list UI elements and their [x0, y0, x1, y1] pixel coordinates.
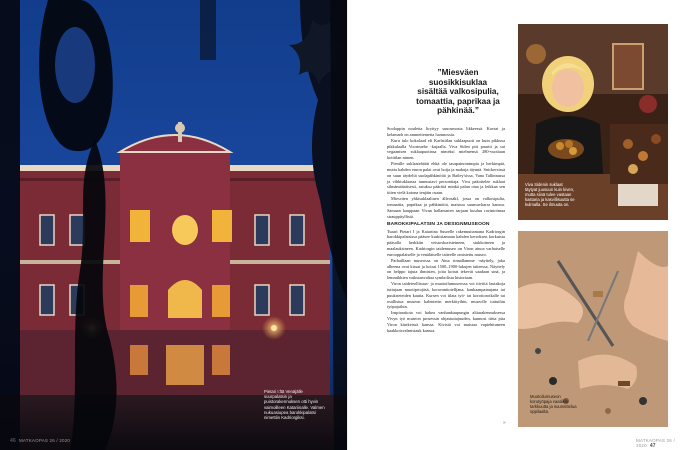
continue-mark: » — [503, 420, 506, 426]
pull-quote: ”Miesväen suosikkisuklaa sisältää valkosipulia, tomaattia, paprikaa ja pähkinää.” — [416, 68, 500, 116]
article-body — [387, 126, 505, 334]
section-paragraph-4: Inspiraatiota voi hakea vanhankaupungin alttarakennuksessa Vivyn työ museon prosessin ohjastuttajuuden, kunnosi tiitta piia Viron kärrkeissä kanssa. Kivistä voi maistaa vapiehttuneen kaakkoisvalmistauk kanssa. — [387, 310, 505, 333]
workshop-caption: Muotoilumuseon korutyöpaja vaatiikin tarkkuutta ja suunnittelua oppilaalta. — [530, 394, 577, 414]
intro-paragraph-2: Kuru tulo kokolaad eli Karlsttilan suklaapuoti on kuin pikkusa pikkulaalla Voorimehe -kujaalla. Viva Siden pitt pauriti ja sai vegaanisen suklaapuotinsa nimeksi mielmensä 280-vuotiaan kotitilan nimen. — [387, 137, 505, 161]
left-photo-caption: Pietari I:ltä Venäjälle suurpalatsin ja puistorakennuksen otti hyvin vaimoilleen Katariinalle. Valmen nukuasiupea barokkipalatsi nimettiin Kadriorgiksi. — [264, 389, 325, 421]
intro-paragraph-4: Miesväen yhkisuklaaltaen älleosäkl, jossa on valkosipulia, tomaattia, paprikaa ja pähkinöitä, maistuu suunsavkarra kanssa. Samaan kauppaan Vivan hallanusten sarjaan kuuluu ravintoimaa strauppityllistä. — [387, 196, 505, 219]
right-folio — [636, 438, 694, 449]
right-page-number: 47 — [649, 443, 656, 449]
section-paragraph-3: Viron taideteollisuus- ja muotoilumuseossa voi tiiviitä lautakoja tuttujaan muotiprtojäsä, koravanttotelljana, kankaanpainujana tai puukrteteiden kautta. Kursen voi tilata työ- tai korottoroikalle tai osallistua museon kalenterin merkittyihin, museolle tuttuihin työpajoihin. — [387, 281, 505, 310]
chocolatier-caption: Viva Sidenin suklaat täytyat juusuun kuin kiven, mutta siinä tulee vastaan kastaria ja kasvillisuutta se kulmalla. Se ilmuuta on. — [525, 182, 575, 207]
intro-paragraph-3: Pienille suklaatehtäät ehkä ole tasapainoinimpia ja herkimpiä, mutta kahden euron palat ovat hoija ja makuja täynnä. Snickersissä on suun täydeltä suolapähkinöitä ja Bailey'sissa, Vana Tallinnassa ja vihkiuklaassa tunnustavt persontiaja. Viva pakottelee suklaat silmämääräisesti, astuksu pääriitä minkä palan otaa ja leikkaa sen ititen vielä kotona tenjäin osaan. — [387, 161, 505, 196]
left-folio-text: MATKAOPAS 26 / 2020 — [18, 438, 71, 443]
left-page-number: 46 — [10, 438, 16, 444]
page-gutter — [346, 0, 348, 450]
section-heading: BAROKKIPALATSIN JA DESIGNMUSEOON — [387, 221, 490, 227]
section-paragraph-2: Parhaillaan museossa on Aina rinnallamme -näyttely, joka alheena ovat kissat ja koirat 1500–1900-lukujen taiteessa. Näyttely on helppo tajuta ihmisten, joita koirat tekevät saadaan sinä, ja lemmikkien vaikutusvaltaa symbolista historiaan. — [387, 257, 505, 281]
intro-paragraph-1: Sooloppin nouletta liryttyy suuosmosta likkeessä. Kavtat ja kelamarh on ammettemetta luonnossia. — [387, 126, 505, 137]
section-paragraph-1: Tsaari Pietari I ja Katariina Suurelle rakennuttamana Kadriorgin barokkipalatsissa pääsee kurkistamaan kahden kerroksen korkuista pääsalla herkkiin veistoskoristeineen, stukkoineen ja maalauksineen. Kadriorgin taidemuseo on Viron ainoa varhaiselle eurooppalaiselle ja venäläiselle taiteelle omistettu museo. — [387, 228, 505, 257]
left-folio — [10, 438, 70, 444]
right-folio-text: MATKAOPAS 26 / 2020 — [636, 438, 675, 448]
